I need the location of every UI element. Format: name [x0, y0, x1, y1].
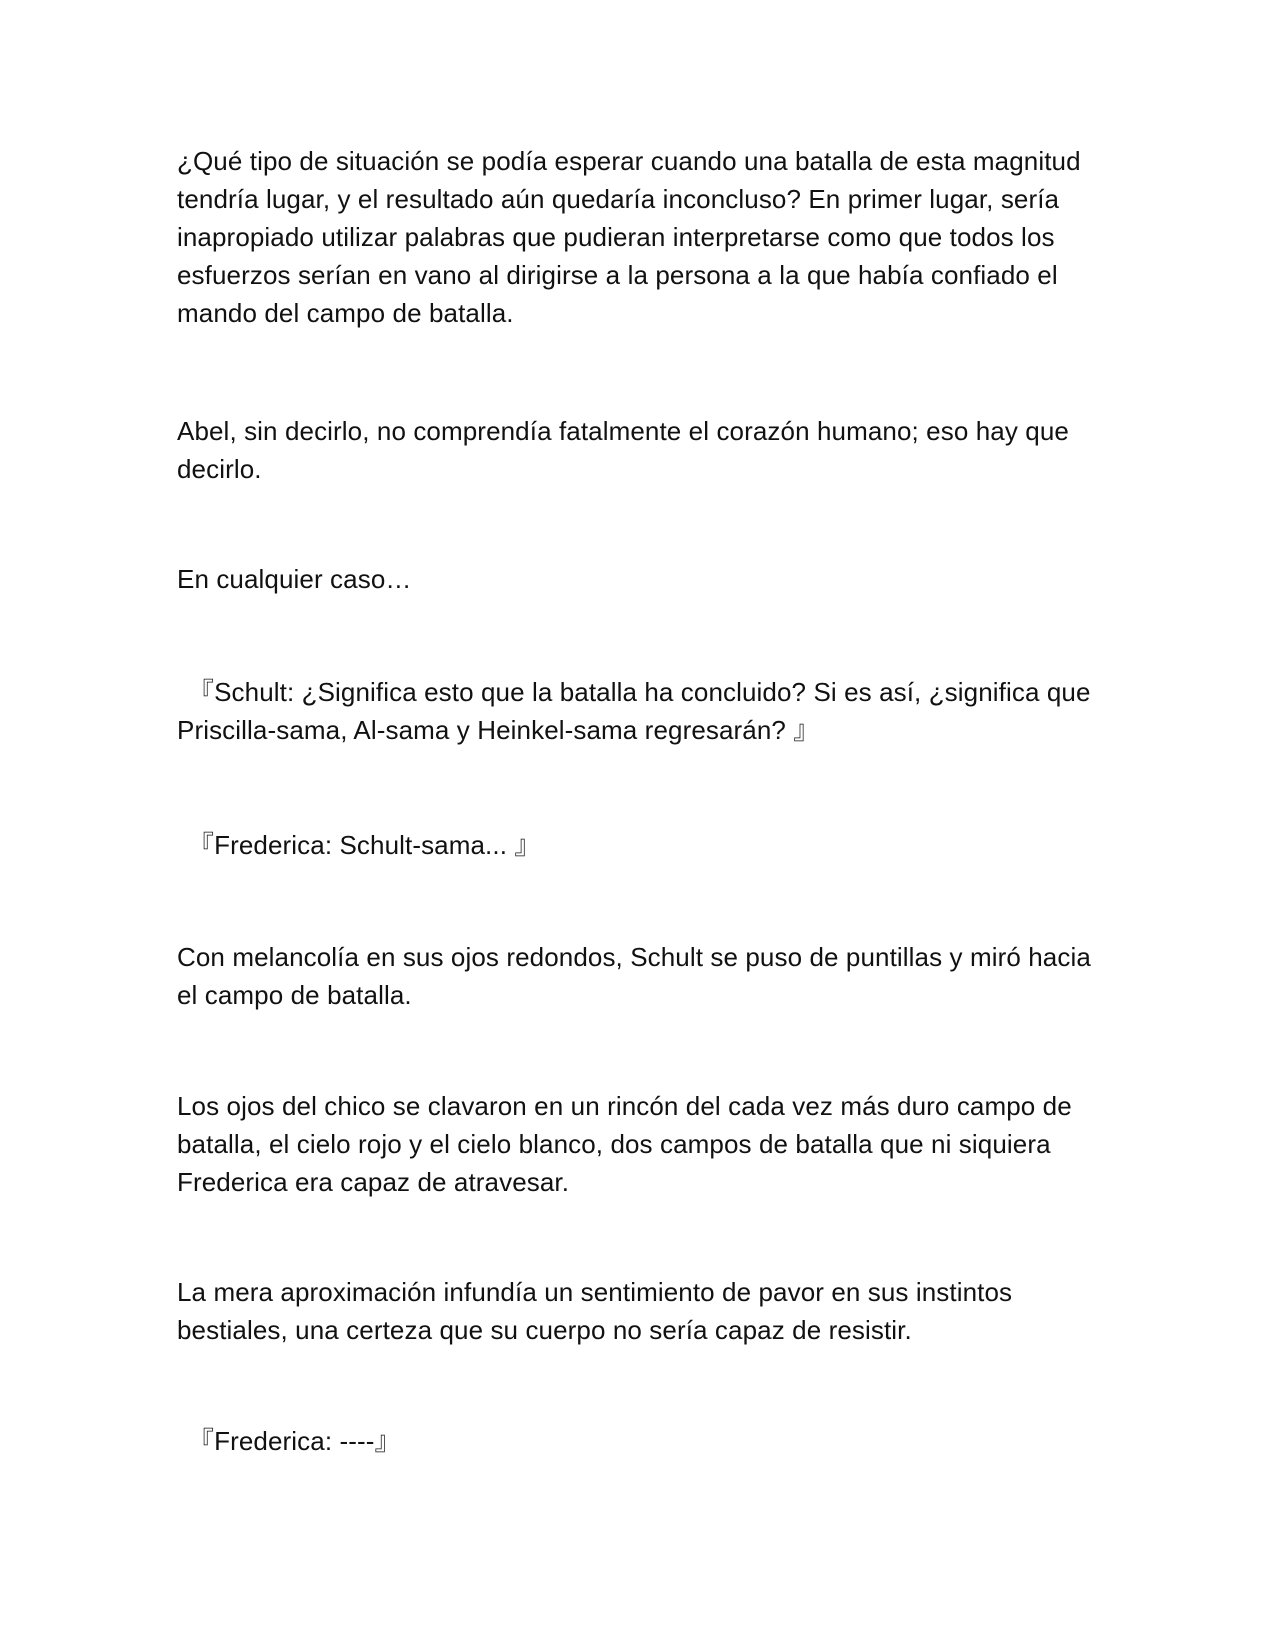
text-line: inapropiado utilizar palabras que pudieran interpretarse como que todos los: [177, 222, 1055, 252]
dialogue-frederica-1: [188, 826, 1118, 864]
text-line: 『Schult: ¿Significa esto que la batalla ha concluido? Si es así, ¿significa que: [188, 677, 1091, 707]
dialogue-frederica-2: [188, 1422, 1118, 1460]
paragraph-anyway: [177, 560, 1107, 598]
text-line: Priscilla-sama, Al-sama y Heinkel-sama regresarán? 』: [177, 715, 820, 745]
text-line: mando del campo de batalla.: [177, 298, 514, 328]
text-line: batalla, el cielo rojo y el cielo blanco, dos campos de batalla que ni siquiera: [177, 1129, 1051, 1159]
paragraph-approximation: [177, 1273, 1107, 1349]
paragraph-eyes: [177, 1087, 1107, 1201]
paragraph-situation: [177, 142, 1107, 332]
text-line: Frederica era capaz de atravesar.: [177, 1167, 570, 1197]
text-line: ¿Qué tipo de situación se podía esperar cuando una batalla de esta magnitud: [177, 146, 1081, 176]
text-line: bestiales, una certeza que su cuerpo no sería capaz de resistir.: [177, 1315, 912, 1345]
text-line: esfuerzos serían en vano al dirigirse a la persona a la que había confiado el: [177, 260, 1058, 290]
text-line: Con melancolía en sus ojos redondos, Schult se puso de puntillas y miró hacia: [177, 942, 1091, 972]
dialogue-schult: [177, 673, 1118, 749]
text-line: Los ojos del chico se clavaron en un rincón del cada vez más duro campo de: [177, 1091, 1072, 1121]
paragraph-abel: [177, 412, 1107, 488]
text-line: 『Frederica: ----』: [188, 1426, 401, 1456]
paragraph-melancholy: [177, 938, 1107, 1014]
text-line: el campo de batalla.: [177, 980, 412, 1010]
text-line: En cualquier caso…: [177, 564, 412, 594]
text-line: Abel, sin decirlo, no comprendía fatalmente el corazón humano; eso hay que: [177, 416, 1069, 446]
text-line: 『Frederica: Schult-sama... 』: [188, 830, 541, 860]
text-line: La mera aproximación infundía un sentimiento de pavor en sus instintos: [177, 1277, 1013, 1307]
text-line: decirlo.: [177, 454, 262, 484]
text-line: tendría lugar, y el resultado aún quedaría inconcluso? En primer lugar, sería: [177, 184, 1060, 214]
